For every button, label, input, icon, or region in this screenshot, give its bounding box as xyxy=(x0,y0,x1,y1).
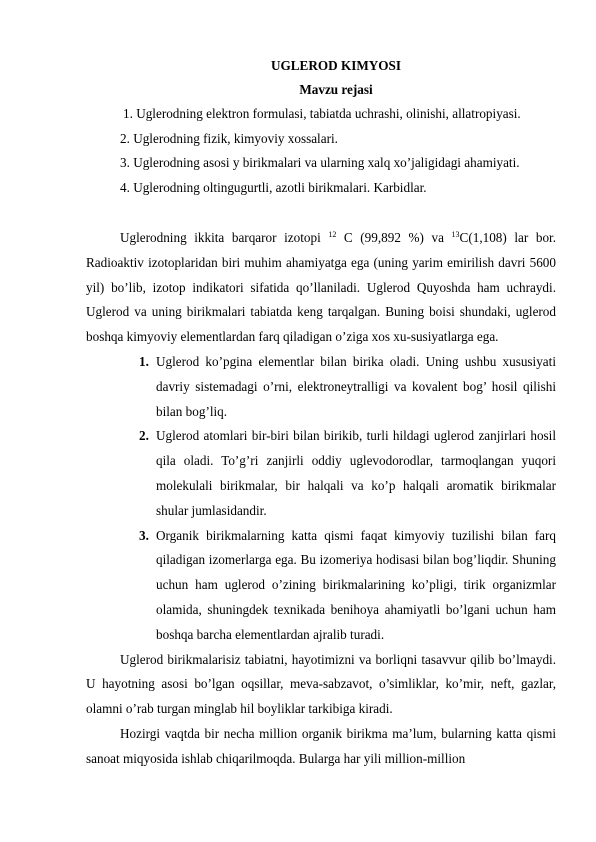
plan-item-3: 3. Uglerodning asosi y birikmalari va ularning xalq xo’jaligidagi ahamiyati. xyxy=(120,155,520,170)
intro-text-c: C(1,108) lar bor. Radioaktiv izotoplaridan biri muhim ahamiyatga ega (uning yarim emirilish davri 5600 yil) bo’lib, izotop indikatori sifatida qo’llaniladi. Uglerod Quyoshda ham uchraydi. Uglerod va uning birikmalari tabiatda keng tarqalgan. Buning boisi shundaki, uglerod boshqa kimyoviy elementlardan farq qiladigan o’ziga xos xu-susiyatlarga ega. xyxy=(86,230,557,345)
isotope-mass-12: 12 xyxy=(328,230,337,239)
intro-text-b: C (99,892 %) va xyxy=(336,230,452,245)
list-item-text: Uglerod atomlari bir-biri bilan birikib, turli hildagi uglerod zanjirlari hosil qila oladi. To’g’ri zanjirli oddiy uglevodorodlar, tarmoqlangan yuqori molekulali birikmalar, bir halqali va ko’p halqali aromatik birikmalar shular jumlasidandir. xyxy=(156,428,556,518)
paragraph-2: Uglerod birikmalarisiz tabiatni, hayotimizni va borliqni tasavvur qilib bo’lmaydi. U hayotning asosi bo’lgan oqsillar, meva-sabzavot, o’simliklar, ko’mir, neft, gazlar, olamni o’rab turgan minglab hil boyliklar tarkibiga kiradi. xyxy=(86,651,556,717)
list-item xyxy=(139,350,556,424)
list-item xyxy=(139,424,556,523)
plan-heading: Mavzu rejasi xyxy=(299,82,373,97)
topic-plan-list xyxy=(0,106,596,204)
plan-item-4: 4. Uglerodning oltingugurtli, azotli birikmalari. Karbidlar. xyxy=(120,179,427,195)
plan-item-1: 1. Uglerodning elektron formulasi, tabiatda uchrashi, olinishi, allatropiyasi. xyxy=(123,106,521,121)
list-item-text: Organik birikmalarning katta qismi faqat kimyoviy tuzilishi bilan farq qiladigan izomerlarga ega. Bu izomeriya hodisasi bilan bog’liqdir. Shuning uchun ham uglerod o’zining birikmalarining ko’pligi, tirik organizmlar olamida, shuningdek texnikada benihoya ahamiyatli bo’lgani uchun ham boshqa barcha elementlardan ajralib turadi. xyxy=(156,527,556,642)
paragraph-3: Hozirgi vaqtda bir necha million organik birikma ma’lum, bularning katta qismi sanoat miqyosida ishlab chiqarilmoqda. Bularga har yili million-million xyxy=(86,725,556,766)
list-item-number: 1. xyxy=(139,353,149,369)
list-item-number: 3. xyxy=(139,527,149,543)
list-item xyxy=(139,524,556,648)
list-item-text: Uglerod ko’pgina elementlar bilan birika oladi. Uning ushbu xususiyati davriy sistemadagi o’rni, elektroneytralligi va kovalent bog’ hosil qilishi bilan bog’liq. xyxy=(156,353,556,419)
plan-item-2: 2. Uglerodning fizik, kimyoviy xossalari. xyxy=(120,130,338,146)
isotope-mass-13: 13 xyxy=(451,230,460,239)
carbon-properties-list xyxy=(86,350,556,648)
body-text xyxy=(86,226,556,772)
intro-text-a: Uglerodning ikkita barqaror izotopi xyxy=(120,230,329,245)
document-title: UGLEROD KIMYOSI xyxy=(270,58,402,73)
intro-paragraph xyxy=(86,226,556,350)
list-item-number: 2. xyxy=(139,428,149,444)
